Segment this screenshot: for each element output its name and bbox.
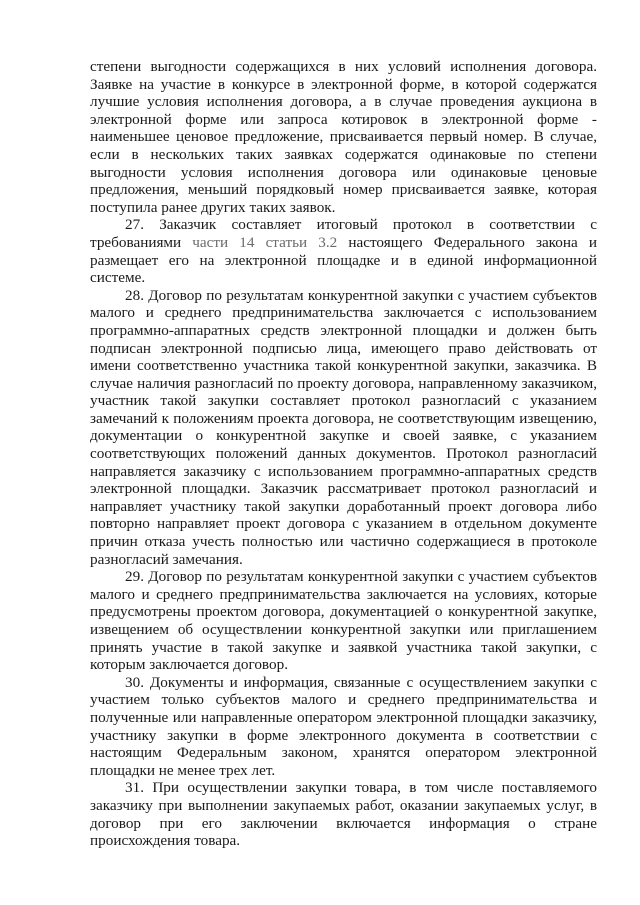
paragraph-text: 28. Договор по результатам конкурентной закупки с участием субъектов малого и среднего предпринимательства заключается с использованием программно-аппаратных средств электронной площадки и должен быть подписан электронной подписью лица, имеющего право действовать от имени соответственно участника такой конкурентной закупки, заказчика. В случае наличия разногласий по проекту договора, направленному заказчиком, участник такой закупки составляет протокол разногласий с указанием замечаний к положениям проекта договора, не соответствующим извещению, документации о конкурентной закупке и своей заявке, с указанием соответствующих положений данных документов. Протокол разногласий направляется заказчику с использованием программно-аппаратных средств электронной площадки. Заказчик рассматривает протокол разногласий и направляет участнику такой закупки доработанный проект договора либо повторно направляет проект договора с указанием в отдельном документе причин отказа учесть полностью или частично содержащиеся в протоколе разногласий замечания. [90,286,597,568]
paragraph-continuation [90,58,597,216]
paragraph-text: степени выгодности содержащихся в них условий исполнения договора. Заявке на участие в конкурсе в электронной форме, в которой содержатся лучшие условия исполнения договора, а в случае проведения аукциона в электронной форме или запроса котировок в электронной форме - наименьшее ценовое предложение, присваивается первый номер. В случае, если в нескольких таких заявках содержатся одинаковые по степени выгодности условия исполнения договора или одинаковые ценовые предложения, меньший порядковый номер присваивается заявке, которая поступила ранее других таких заявок. [90,58,597,216]
paragraph-28 [90,287,597,569]
paragraph-27 [90,216,597,286]
paragraph-text: 30. Документы и информация, связанные с осуществлением закупки с участием только субъектов малого и среднего предпринимательства и полученные или направленные оператором электронной площадки заказчику, участнику закупки в форме электронного документа в соответствии с настоящим Федеральным законом, хранятся оператором электронной площадки не менее трех лет. [90,673,597,779]
paragraph-text: 27. Заказчик составляет итоговый протокол в соответствии с требованиями [90,216,597,251]
paragraph-text: настоящего Федерального закона и размещает его на электронной площадке и в единой информационной системе. [90,233,597,287]
paragraph-30 [90,674,597,780]
paragraph-31 [90,779,597,849]
law-reference-link[interactable]: части 14 статьи 3.2 [192,233,338,251]
document-page [90,58,597,850]
paragraph-text: 31. При осуществлении закупки товара, в том числе поставляемого заказчику при выполнении закупаемых работ, оказании закупаемых услуг, в договор при его заключении включается информация о стране происхождения товара. [90,779,597,850]
paragraph-29 [90,568,597,674]
paragraph-text: 29. Договор по результатам конкурентной закупки с участием субъектов малого и среднего предпринимательства заключается на условиях, которые предусмотрены проектом договора, документацией о конкурентной закупке, извещением об осуществлении конкурентной закупки или приглашением принять участие в такой закупке и заявкой участника такой закупки, с которым заключается договор. [90,568,597,674]
